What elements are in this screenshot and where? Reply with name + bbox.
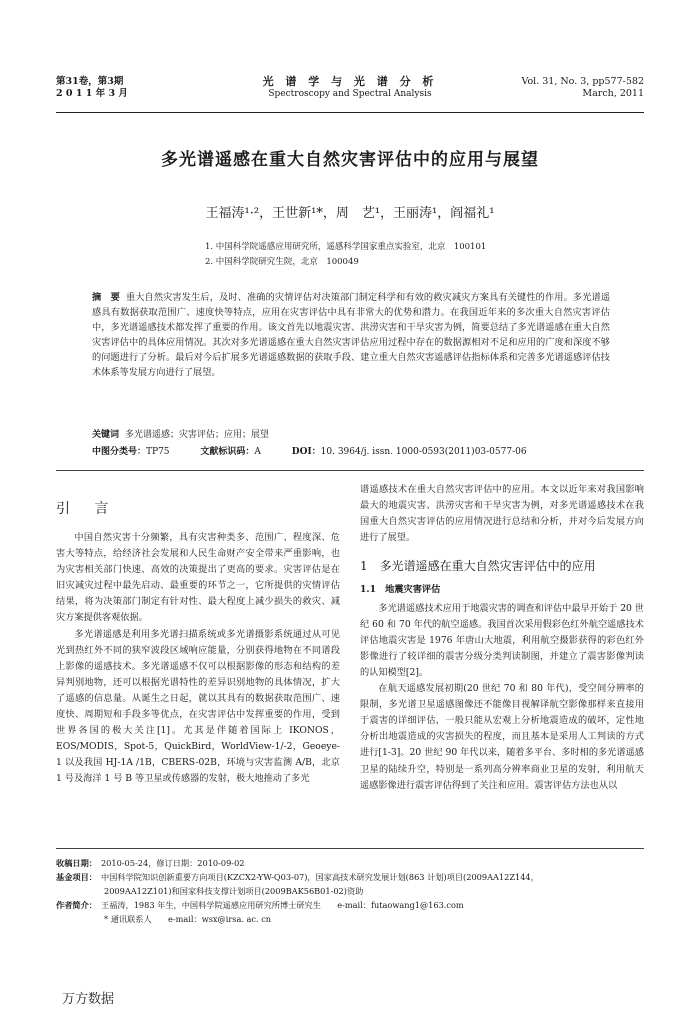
journal-name-en: Spectroscopy and Spectral Analysis [268, 89, 432, 99]
intro-paragraph-2: 多光谱遥感是利用多光谱扫描系统或多光谱摄影系统通过从可见光到热红外不同的狭窄波段区域响应能量，分别获得地物在不同谱段上影像的遥感技术。多光谱遥感不仅可以根据影像的形态和结构的差异判别地物，还可以根据光谱特性的差异识别地物的具体情况，扩大了遥感的信息量。从诞生之日起，就以其具有的数据获取范围广、速度快、周期短和手段多等优点，在灾害评估中发挥重要的作用，受到世界各国的极大关注[1]。尤其是伴随着国际上 IKONOS，EOS/MODIS，Spot-5，QuickBird，WorldView-1/-2，Geoeye-1 以及我国 HJ-1A /1B，CBERS-02B，环境与灾害监测 A/B，北京 1 号及海洋 1 号 B 等卫星或传感器的发射，极大地推动了多光 [56, 628, 340, 785]
header-vol-pages: Vol. 31, No. 3, pp577-582 [521, 76, 644, 87]
right-column [360, 482, 644, 794]
class-value: TP75 [146, 447, 170, 457]
doi-label: DOI： [291, 447, 321, 457]
section-paragraph-2: 在航天遥感发展初期(20 世纪 70 和 80 年代)，受空间分辨率的限制，多光谱卫星遥感图像还不能像目视解译航空影像那样来直接用于震害的详细评估，一般只能从宏观上分析地震造成的破坏，定性地分析出地震造成的灾害损失的程度，而且基本是采用人工判读的方式进行[1-3]。20 世纪 90 年代以来，随着多平台、多时相的多光谱遥感卫星的陆续升空，特别是一系列高分辨率商业卫星的发射，利用航天遥感影像进行震害评估得到了关注和应用。震害评估方法也从以 [360, 683, 644, 791]
watermark: 万方数据 [62, 992, 115, 1007]
doc-code [200, 447, 275, 457]
header-date-en: March, 2011 [582, 88, 644, 99]
affiliations [205, 240, 486, 270]
abstract-text: 重大自然灾害发生后，及时、准确的灾情评估对决策部门制定科学和有效的救灾减灾方案具有关键性的作用。多光谱遥感具有数据获取范围广、速度快等特点，应用在灾害评估中具有非常大的优势和潜力。在我国近年来的多次重大自然灾害评估中，多光谱遥感技术都发挥了重要的作用。该文首先以地震灾害、洪涝灾害和干旱灾害为例，简要总结了多光谱遥感在重大自然灾害评估中的具体应用情况。其次对多光谱遥感在重大自然灾害评估应用过程中存在的数据源相对不足和应用的广度和深度不够的问题进行了分析。最后对今后扩展多光谱遥感数据的获取手段、建立重大自然灾害遥感评估指标体系和完善多光谱遥感评估技术体系等发展方向进行了展望。 [92, 292, 611, 378]
author-bio-label: 作者简介： [56, 900, 97, 910]
journal-header [56, 74, 644, 108]
paper-title: 多光谱遥感在重大自然灾害评估中的应用与展望 [161, 150, 539, 170]
doc-label: 文献标识码： [200, 447, 255, 457]
keywords-text: 多光谱遥感；灾害评估；应用；展望 [125, 430, 270, 440]
author-list: 王福涛¹·²，王世新¹*，周 艺¹，王丽涛¹，阎福礼¹ [205, 206, 495, 221]
footnote-fund [56, 870, 656, 884]
section-1-heading [360, 558, 644, 574]
doi-value: 10. 3964/j. issn. 1000-0593(2011)03-0577-06 [320, 447, 527, 457]
intro-heading: 引 言 [56, 501, 119, 517]
received-value: 2010-05-24，修订日期：2010-09-02 [100, 858, 245, 868]
header-date-cn: 2 0 1 1 年 3 月 [56, 88, 128, 99]
body-divider [56, 470, 644, 471]
author-bio-value: 王福涛，1983 年生，中国科学院遥感应用研究所博士研究生 e-mail：futaowang1@163.com [100, 900, 464, 910]
affiliation-1: 1. 中国科学院遥感应用研究所，遥感科学国家重点实验室，北京 100101 [205, 242, 487, 252]
fund-line-1: 中国科学院知识创新重要方向项目(KZCX2-YW-Q03-07)，国家高技术研究发展计划(863 计划)项目(2009AA12Z144， [100, 872, 539, 882]
doi [292, 447, 541, 457]
keywords [92, 428, 610, 443]
header-divider [56, 112, 644, 113]
header-citation [521, 76, 644, 100]
footnote-author [56, 898, 656, 912]
keywords-label: 关键词 [92, 430, 120, 440]
footnote-divider [56, 848, 644, 849]
class-number [92, 447, 184, 457]
abstract [92, 290, 610, 380]
abstract-label: 摘 要 [92, 292, 120, 303]
footnotes [56, 856, 656, 926]
section-paragraph-1: 多光谱遥感技术应用于地震灾害的调查和评估中最早开始于 20 世纪 60 和 70 年代的航空遥感。我国首次采用假彩色红外航空遥感技术评估地震灾害是 1976 年唐山大地震，利用航空摄影获得的彩色红外影像进行了较详细的震害分级分类判读制图，并建立了震害影像判读的认知模型[2]。 [360, 602, 644, 678]
fund-label: 基金项目： [56, 872, 97, 882]
subsection-1-1-heading: 1.1 地震灾害评估 [360, 584, 441, 596]
received-label: 收稿日期： [56, 858, 97, 868]
left-column [56, 530, 340, 788]
classification-line [92, 444, 610, 457]
journal-name-cn: 光 谱 学 与 光 谱 分 析 [262, 75, 438, 88]
intro-continuation: 谱遥感技术在重大自然灾害评估中的应用。本文以近年来对我国影响最大的地震灾害、洪涝灾害和干旱灾害为例，对多光谱遥感技术在我国重大自然灾害评估的应用情况进行总结和分析，并对今后发展方向进行了展望。 [360, 484, 644, 544]
footnote-corresponding: * 通讯联系人 e-mail：wsx@irsa. ac. cn [104, 914, 272, 924]
section-1-number: 1 [360, 559, 368, 574]
doc-value: A [254, 447, 261, 457]
footnote-fund-cont: 2009AA12Z101)和国家科技支撑计划项目(2009BAK56B01-02)资助 [104, 886, 364, 896]
class-label: 中图分类号： [92, 447, 147, 457]
intro-paragraph-1: 中国自然灾害十分频繁，具有灾害种类多、范围广、程度深、危害大等特点，给经济社会发展和人民生命财产安全带来严重影响，也为灾害相关部门快速、高效的决策提出了更高的要求。灾害评估是在旧灾减灾过程中最先启动、最重要的环节之一，它所提供的灾情评估结果，将为决策部门制定有针对性、最大程度上减少损失的救灾、减灾方案提供客观依据。 [56, 532, 340, 624]
footnote-received [56, 856, 656, 870]
affiliation-2: 2. 中国科学院研究生院，北京 100049 [205, 257, 359, 267]
header-volume-issue: 第31卷，第3期 [56, 76, 124, 87]
section-1-title: 多光谱遥感在重大自然灾害评估中的应用 [379, 559, 596, 574]
